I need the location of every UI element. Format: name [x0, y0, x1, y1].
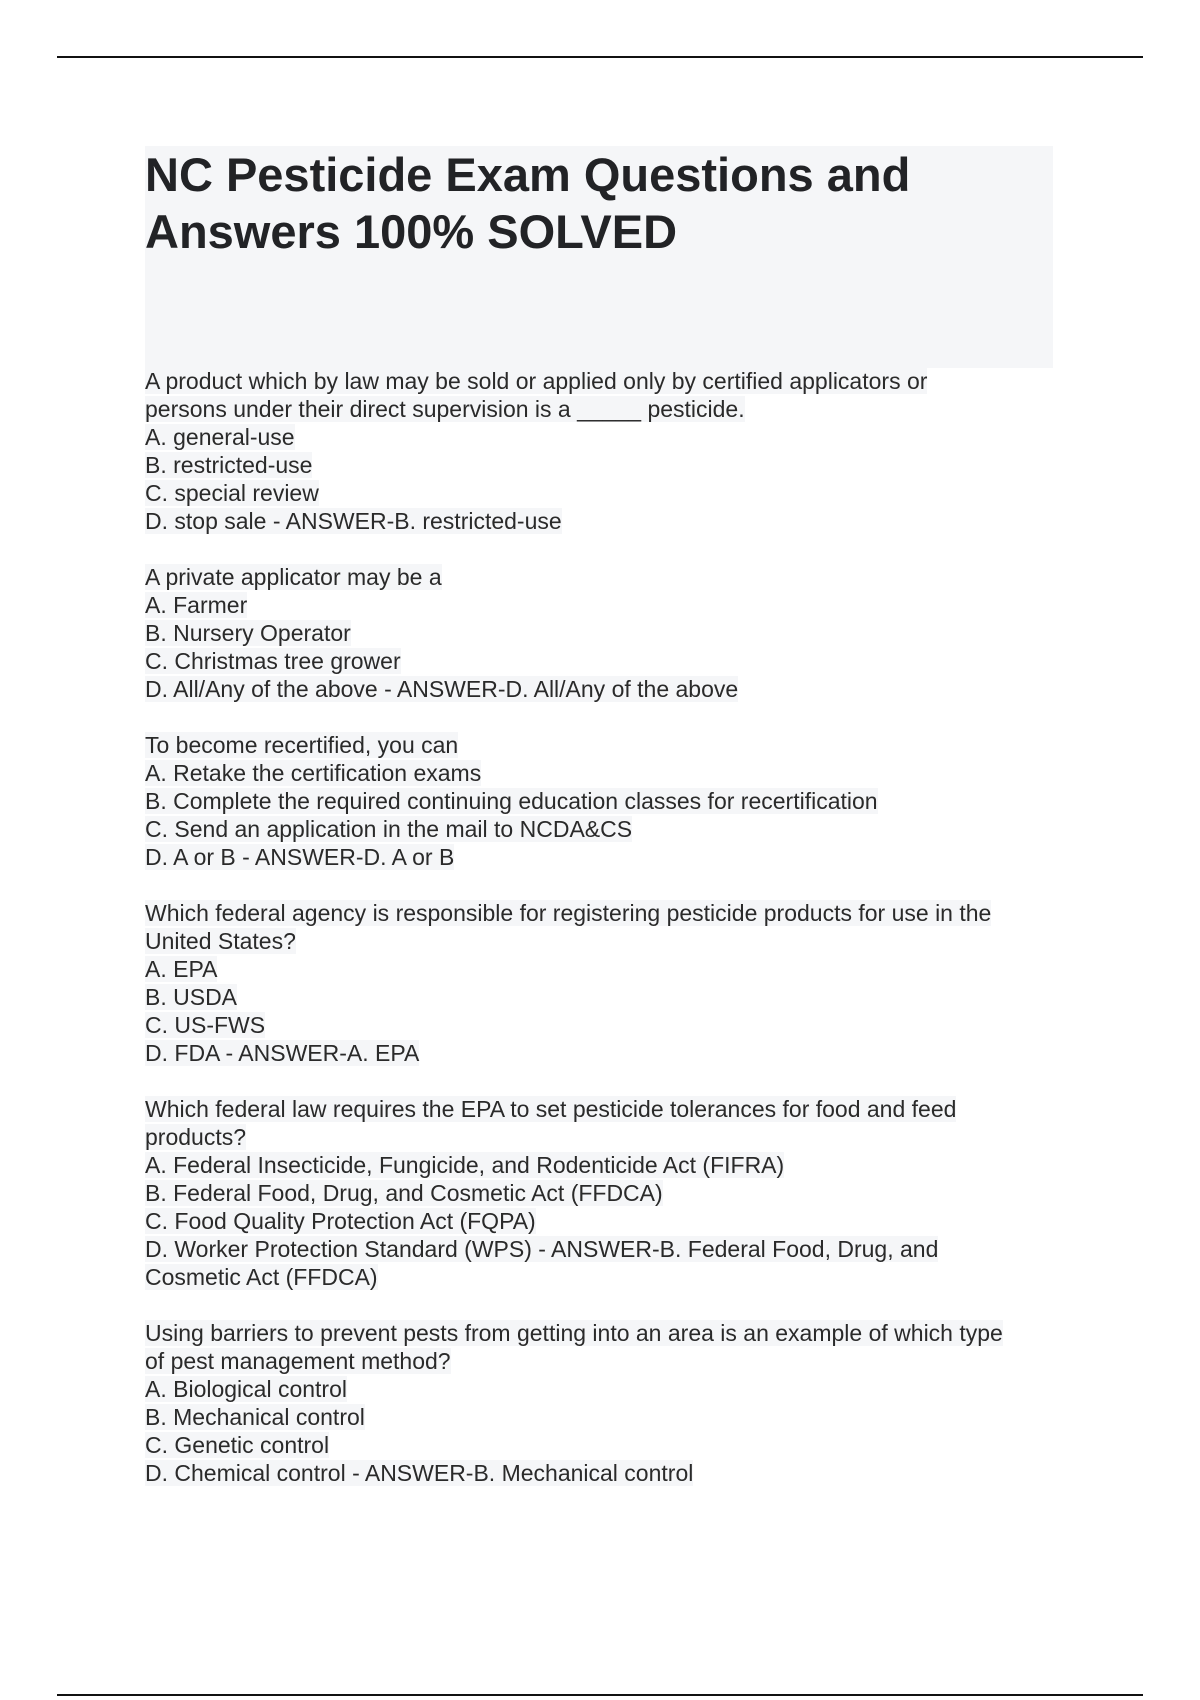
answer-option: A. Federal Insecticide, Fungicide, and Rodenticide Act (FIFRA): [145, 1152, 785, 1178]
question-text: Which federal law requires the EPA to set pesticide tolerances for food and feed: [145, 1096, 957, 1122]
answer-option: B. Complete the required continuing education classes for recertification: [145, 788, 878, 814]
answer-option-with-answer: Cosmetic Act (FFDCA): [145, 1264, 378, 1290]
top-rule: [57, 56, 1143, 58]
answer-option: A. EPA: [145, 956, 218, 982]
question-block: [145, 563, 1065, 703]
question-text: A product which by law may be sold or applied only by certified applicators or: [145, 368, 928, 394]
question-block: [145, 899, 1065, 1067]
answer-option: C. Christmas tree grower: [145, 648, 401, 674]
question-text: Which federal agency is responsible for registering pesticide products for use in the: [145, 900, 992, 926]
page-title: [145, 146, 1045, 260]
answer-option-with-answer: D. stop sale - ANSWER-B. restricted-use: [145, 508, 562, 534]
question-block: [145, 367, 1065, 535]
question-block: [145, 731, 1065, 871]
question-text: Using barriers to prevent pests from getting into an area is an example of which type: [145, 1320, 1003, 1346]
answer-option: B. restricted-use: [145, 452, 313, 478]
question-text: To become recertified, you can: [145, 732, 459, 758]
questions-list: [145, 367, 1065, 1515]
answer-option: C. US-FWS: [145, 1012, 266, 1038]
title-line-1: NC Pesticide Exam Questions and: [145, 148, 911, 201]
answer-option-with-answer: D. FDA - ANSWER-A. EPA: [145, 1040, 420, 1066]
question-block: [145, 1319, 1065, 1487]
answer-option: B. Nursery Operator: [145, 620, 351, 646]
bottom-rule: [57, 1694, 1143, 1696]
question-text: United States?: [145, 928, 296, 954]
answer-option: A. general-use: [145, 424, 295, 450]
answer-option: A. Biological control: [145, 1376, 347, 1402]
question-text: A private applicator may be a: [145, 564, 442, 590]
question-text: persons under their direct supervision is a _____ pesticide.: [145, 396, 745, 422]
question-text: products?: [145, 1124, 247, 1150]
answer-option-with-answer: D. All/Any of the above - ANSWER-D. All/Any of the above: [145, 676, 739, 702]
question-text: of pest management method?: [145, 1348, 451, 1374]
answer-option-with-answer: D. A or B - ANSWER-D. A or B: [145, 844, 455, 870]
answer-option-with-answer: D. Chemical control - ANSWER-B. Mechanical control: [145, 1460, 694, 1486]
question-block: [145, 1095, 1065, 1291]
answer-option: A. Retake the certification exams: [145, 760, 482, 786]
answer-option: C. special review: [145, 480, 319, 506]
answer-option-with-answer: D. Worker Protection Standard (WPS) - ANSWER-B. Federal Food, Drug, and: [145, 1236, 939, 1262]
answer-option: B. Federal Food, Drug, and Cosmetic Act (FFDCA): [145, 1180, 663, 1206]
answer-option: C. Send an application in the mail to NCDA&CS: [145, 816, 633, 842]
answer-option: B. USDA: [145, 984, 238, 1010]
answer-option: C. Food Quality Protection Act (FQPA): [145, 1208, 536, 1234]
title-block: [145, 146, 1053, 368]
answer-option: C. Genetic control: [145, 1432, 330, 1458]
answer-option: B. Mechanical control: [145, 1404, 365, 1430]
answer-option: A. Farmer: [145, 592, 248, 618]
title-line-2: Answers 100% SOLVED: [145, 205, 678, 258]
